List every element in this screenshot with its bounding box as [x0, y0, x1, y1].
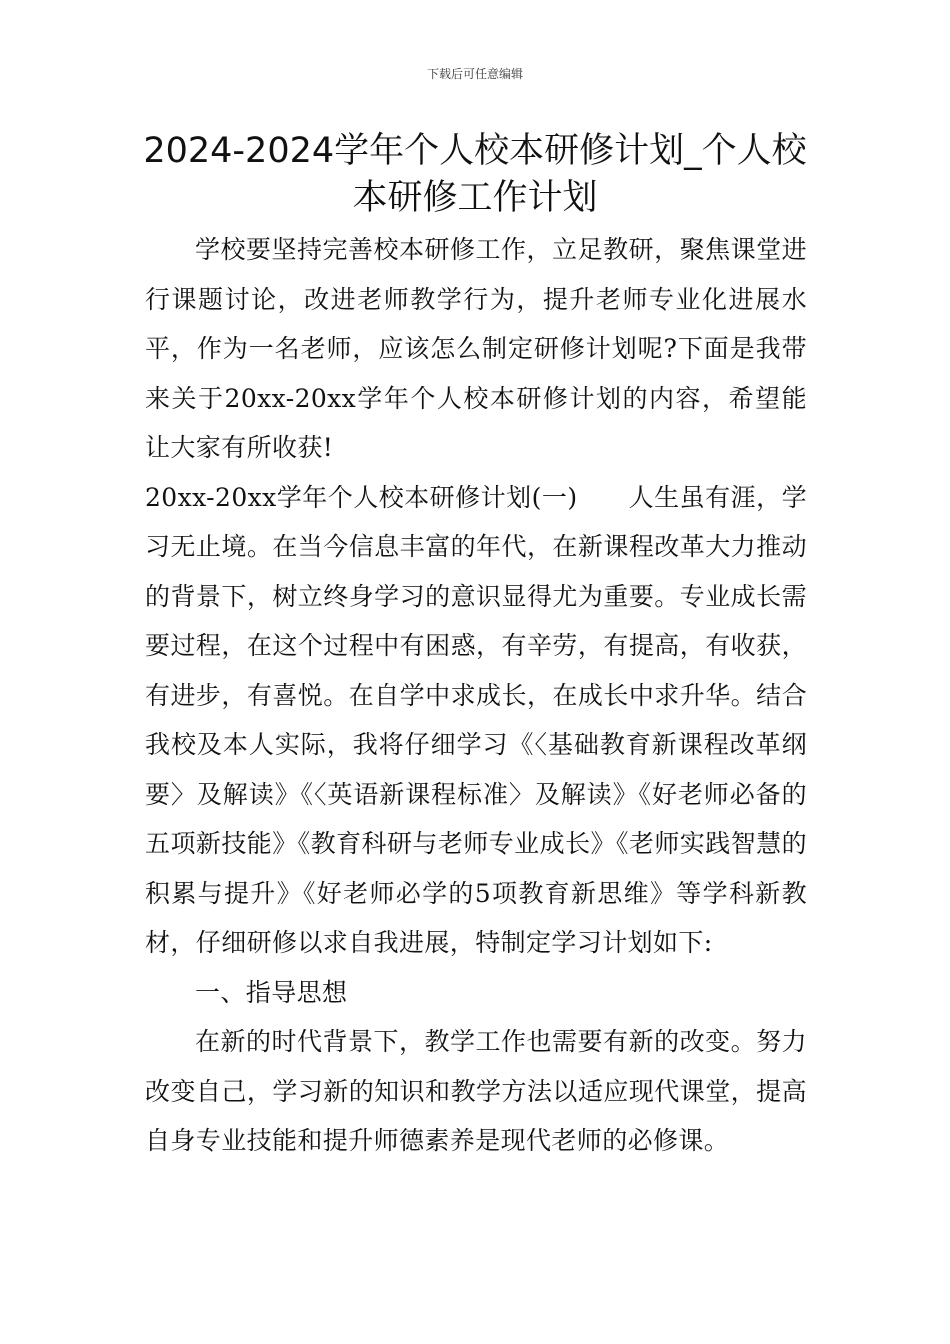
document-title: 2024-2024学年个人校本研修计划_个人校本研修工作计划 — [143, 131, 807, 218]
header-note: 下载后可任意编辑 — [426, 67, 523, 81]
intro-paragraph: 学校要坚持完善校本研修工作，立足教研，聚焦课堂进行课题讨论，改进老师教学行为，提升老师专业化进展水平，作为一名老师，应该怎么制定研修计划呢?下面是我带来关于20xx-20xx学年个人校本研修计划的内容，希望能让大家有所收获! — [145, 235, 807, 462]
document-body — [145, 225, 807, 1166]
plan-paragraph: 20xx-20xx学年个人校本研修计划(一) 人生虽有涯，学习无止境。在当今信息丰富的年代，在新课程改革大力推动的背景下，树立终身学习的意识显得尤为重要。专业成长需要过程，在这个过程中有困惑，有辛劳，有提高，有收获，有进步，有喜悦。在自学中求成长，在成长中求升华。结合我校及本人实际，我将仔细学习《〈基础教育新课程改革纲要〉及解读》《〈英语新课程标准〉及解读》《好老师必备的五项新技能》《教育科研与老师专业成长》《老师实践智慧的积累与提升》《好老师必学的5项教育新思维》等学科新教材，仔细研修以求自我进展，特制定学习计划如下: — [145, 482, 807, 957]
section-heading: 一、指导思想 — [195, 977, 348, 1007]
guiding-thought-paragraph: 在新的时代背景下，教学工作也需要有新的改变。努力改变自己，学习新的知识和教学方法以适应现代课堂，提高自身专业技能和提升师德素养是现代老师的必修课。 — [145, 1027, 807, 1155]
